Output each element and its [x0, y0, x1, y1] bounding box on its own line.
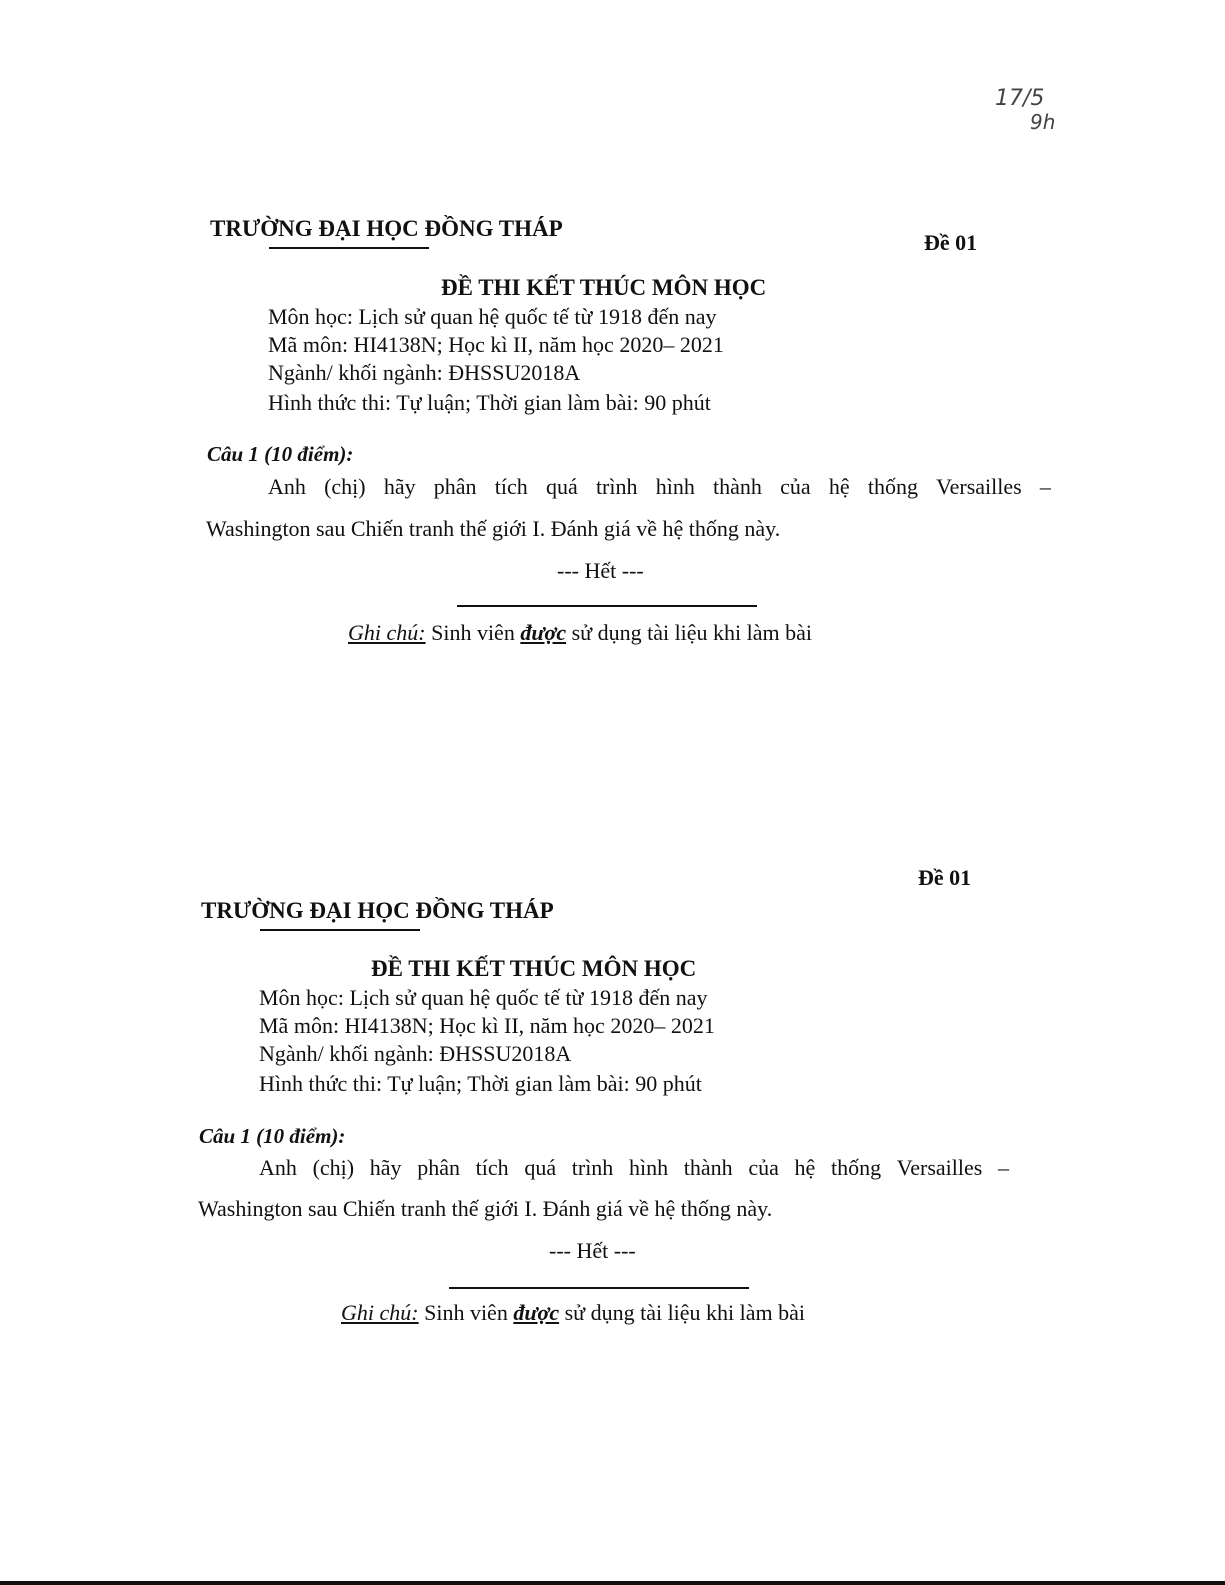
word: Anh: [259, 1155, 297, 1180]
handwritten-note-line1: 17/5: [995, 86, 1045, 111]
question-heading: Câu 1 (10 điểm):: [207, 442, 354, 466]
school-name: TRƯỜNG ĐẠI HỌC ĐỒNG THÁP: [210, 216, 563, 241]
word: Versailles: [896, 1155, 983, 1180]
word: hãy: [383, 474, 416, 499]
note-emphasis: được: [513, 1300, 560, 1325]
note-emphasis: được: [520, 620, 567, 645]
word: quá: [545, 474, 578, 499]
question-line-2: Washington sau Chiến tranh thế giới I. Đánh giá về hệ thống này.: [206, 516, 781, 541]
end-mark: --- Hết ---: [557, 558, 644, 583]
word: (chị): [324, 474, 366, 499]
note-before: Sinh viên: [431, 620, 515, 645]
word: hình: [628, 1155, 669, 1180]
word: thành: [683, 1155, 733, 1180]
info-major: Ngành/ khối ngành: ĐHSSU2018A: [268, 360, 581, 385]
note: [348, 620, 812, 646]
info-major: Ngành/ khối ngành: ĐHSSU2018A: [259, 1041, 572, 1066]
exam-code: Đề 01: [924, 230, 978, 255]
scan-bottom-border: [0, 1581, 1225, 1585]
word: trình: [571, 1155, 614, 1180]
info-format: Hình thức thi: Tự luận; Thời gian làm bài: 90 phút: [259, 1071, 702, 1096]
exam-code: Đề 01: [918, 865, 972, 890]
word: của: [780, 474, 811, 499]
school-name: TRƯỜNG ĐẠI HỌC ĐỒNG THÁP: [201, 898, 554, 923]
word: trình: [595, 474, 638, 499]
school-underline: [269, 247, 429, 249]
info-subject: Môn học: Lịch sử quan hệ quốc tế từ 1918 đến nay: [259, 985, 708, 1010]
word: của: [748, 1155, 779, 1180]
info-code: Mã môn: HI4138N; Học kì II, năm học 2020– 2021: [268, 332, 724, 357]
word: thống: [830, 1155, 882, 1180]
word: hệ: [828, 474, 850, 499]
word: phân: [417, 1155, 460, 1180]
note-after: sử dụng tài liệu khi làm bài: [571, 620, 813, 645]
word: Anh: [268, 474, 306, 499]
info-format: Hình thức thi: Tự luận; Thời gian làm bài: 90 phút: [268, 390, 711, 415]
word: hệ: [794, 1155, 816, 1180]
word: quá: [524, 1155, 557, 1180]
question-line-2: Washington sau Chiến tranh thế giới I. Đánh giá về hệ thống này.: [198, 1196, 773, 1221]
exam-title: ĐỀ THI KẾT THÚC MÔN HỌC: [441, 275, 767, 300]
note-after: sử dụng tài liệu khi làm bài: [564, 1300, 806, 1325]
question-line-1: [268, 474, 1051, 500]
word: (chị): [312, 1155, 355, 1180]
word: –: [997, 1155, 1009, 1180]
info-subject: Môn học: Lịch sử quan hệ quốc tế từ 1918 đến nay: [268, 304, 717, 329]
question-heading: Câu 1 (10 điểm):: [199, 1124, 346, 1148]
separator-line: [449, 1287, 749, 1289]
exam-title: ĐỀ THI KẾT THÚC MÔN HỌC: [371, 956, 697, 981]
word: tích: [475, 1155, 509, 1180]
note-label: Ghi chú:: [348, 620, 426, 645]
word: –: [1039, 474, 1051, 499]
end-mark: --- Hết ---: [549, 1238, 636, 1263]
info-code: Mã môn: HI4138N; Học kì II, năm học 2020– 2021: [259, 1013, 715, 1038]
word: thống: [867, 474, 918, 499]
question-line-1: [259, 1155, 1009, 1181]
note-label: Ghi chú:: [341, 1300, 419, 1325]
handwritten-note-line2: 9h: [1030, 110, 1056, 134]
separator-line: [457, 605, 757, 607]
word: phân: [433, 474, 477, 499]
school-underline: [260, 929, 420, 931]
word: Versailles: [936, 474, 1022, 499]
word: hình: [655, 474, 695, 499]
word: hãy: [369, 1155, 402, 1180]
note-before: Sinh viên: [424, 1300, 508, 1325]
word: thành: [713, 474, 762, 499]
note: [341, 1300, 805, 1326]
word: tích: [494, 474, 528, 499]
